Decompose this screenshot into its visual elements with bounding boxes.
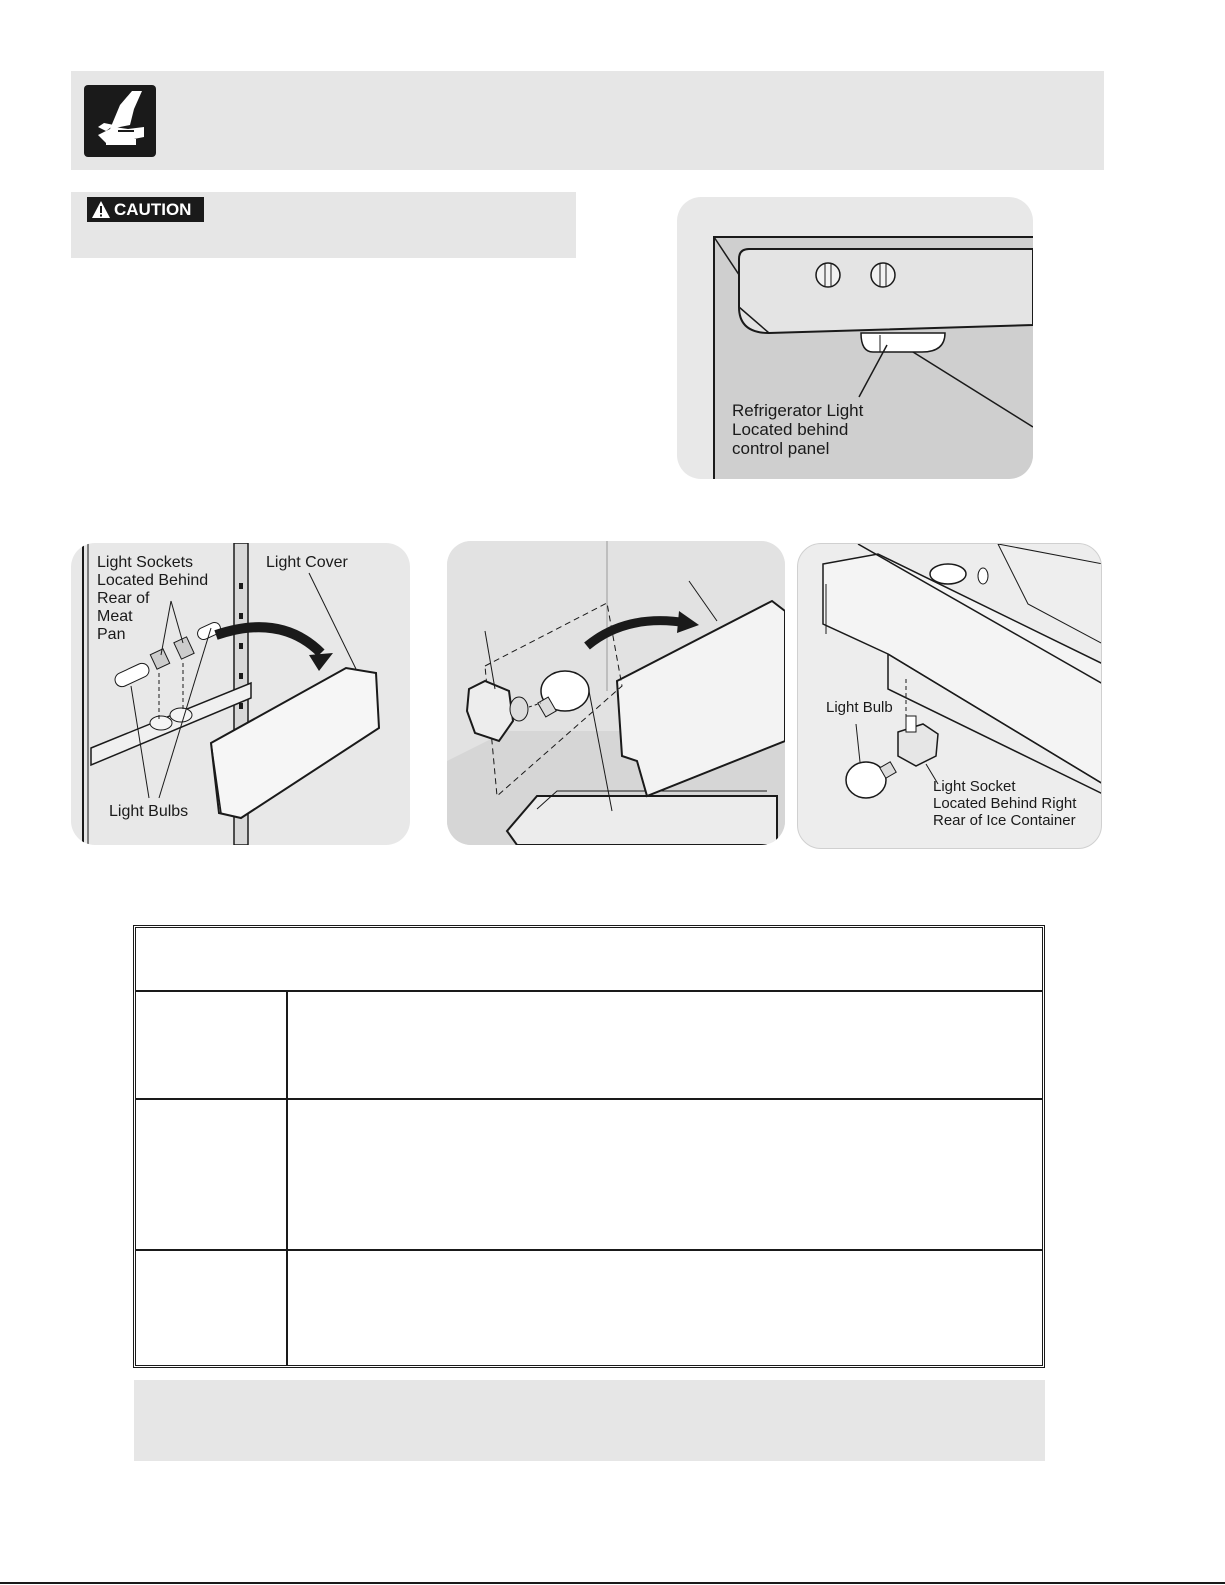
- callout-line: Located Behind: [97, 571, 209, 589]
- figure-meat-pan-light: [71, 543, 410, 845]
- callout-line: Rear of Ice Container: [933, 811, 1076, 829]
- figure-light-cover-removal: [447, 541, 785, 845]
- callout-line: Meat: [97, 607, 133, 625]
- callout-line: Rear of: [97, 589, 150, 607]
- warning-triangle-icon: [91, 200, 111, 220]
- callout-light-bulbs: Light Bulbs: [109, 803, 189, 820]
- page-bottom-rule: [0, 1582, 1225, 1584]
- figure-control-panel-light: [677, 197, 1033, 479]
- table-row-divider: [136, 1098, 1042, 1100]
- light-cover-illustration: [447, 541, 785, 845]
- section-header-band: [71, 71, 1104, 170]
- callout-line: Located Behind Right: [933, 794, 1077, 812]
- callout-light-cover: Light Cover: [266, 554, 348, 571]
- caution-badge: [87, 197, 204, 222]
- callout-light-bulb: Light Bulb: [826, 699, 893, 716]
- callout-refrigerator-light: [732, 401, 863, 458]
- note-band: [134, 1380, 1045, 1461]
- callout-line: Refrigerator Light: [732, 401, 864, 420]
- callout-line: Light Sockets: [97, 554, 194, 571]
- callout-light-socket: [933, 779, 1076, 829]
- hand-pressing-icon: [84, 85, 156, 157]
- caution-label: CAUTION: [114, 199, 192, 219]
- table-row-divider: [136, 1249, 1042, 1251]
- light-bulb-table: [133, 925, 1045, 1368]
- table-row-divider: [136, 990, 1042, 992]
- callout-line: Light Socket: [933, 778, 1016, 795]
- callout-line: control panel: [732, 439, 830, 459]
- callout-line: Pan: [97, 625, 126, 643]
- callout-line: Located behind: [732, 420, 849, 440]
- figure-ice-container-light: [797, 543, 1102, 849]
- table-column-divider: [286, 990, 288, 1365]
- callout-light-sockets: [97, 554, 208, 644]
